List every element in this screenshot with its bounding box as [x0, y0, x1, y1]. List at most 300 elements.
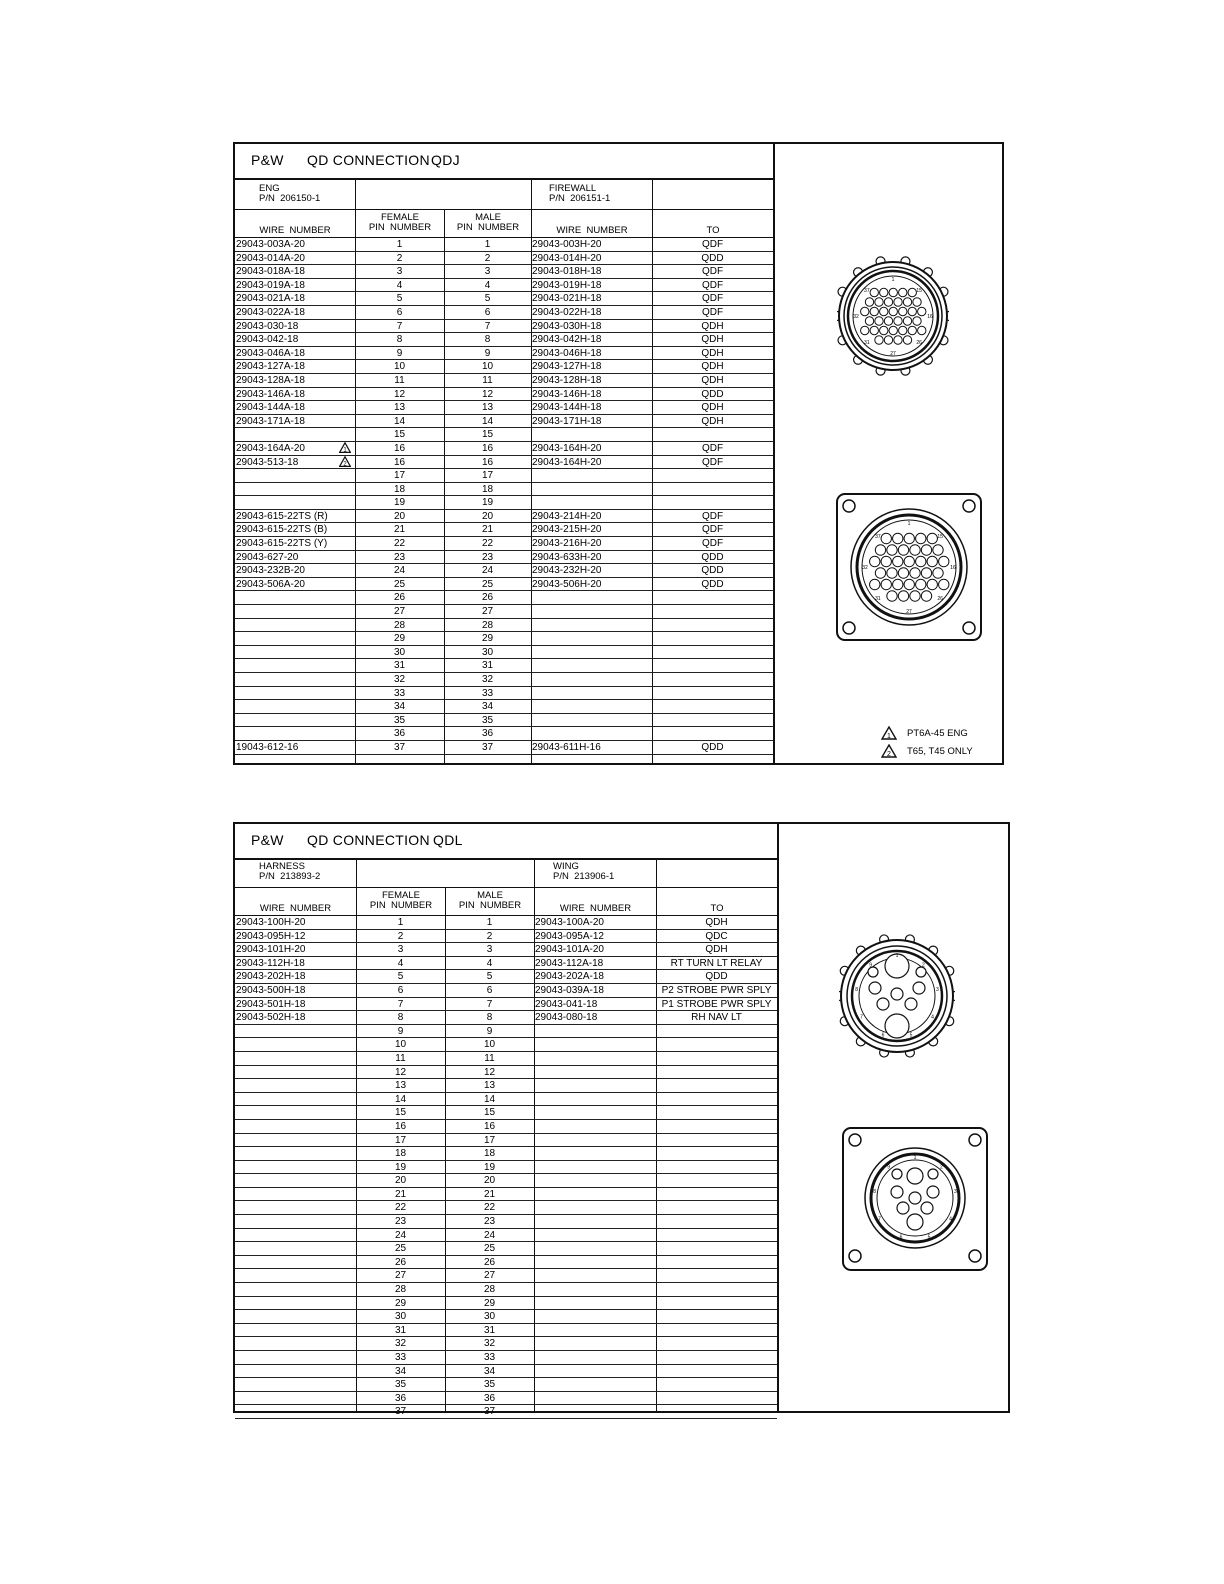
table-row: [235, 1392, 777, 1406]
male-pin-cell: 5: [484, 293, 491, 305]
connector-pin: [884, 317, 892, 325]
wire-number-cell: 29043-101H-20: [236, 944, 306, 956]
table-row: [235, 970, 777, 984]
note-mark: 1: [343, 447, 347, 453]
table-row: [235, 1120, 777, 1134]
female-pin-cell: 31: [394, 1324, 407, 1336]
destination-cell: QDH: [701, 320, 724, 332]
connector-pin: [904, 556, 914, 566]
qdj-left-group-label: ENG: [259, 183, 280, 194]
mating-wire-number-cell: 29043-164H-20: [532, 442, 602, 454]
destination-cell: QDD: [705, 971, 728, 983]
male-pin-cell: 31: [483, 1324, 496, 1336]
female-pin-cell: 8: [396, 334, 403, 346]
male-pin-cell: 16: [481, 442, 494, 454]
mating-wire-number-cell: 29043-146H-18: [532, 388, 602, 400]
pin-label: 3: [935, 986, 939, 993]
qdj-title-code: QDJ: [431, 152, 460, 168]
wire-number-cell: 29043-146A-18: [236, 388, 305, 400]
qdj-col-to: TO: [706, 225, 720, 236]
table-row: [235, 1093, 777, 1107]
female-pin-cell: 32: [394, 1338, 407, 1350]
destination-cell: QDF: [701, 239, 724, 250]
male-pin-cell: 30: [481, 646, 494, 658]
connector-pin: [928, 1169, 938, 1179]
destination-cell: QDD: [701, 578, 724, 590]
destination-cell: QDH: [701, 334, 724, 346]
pin-label: 9: [869, 962, 873, 969]
destination-cell: QDH: [701, 374, 724, 386]
table-row: [235, 1201, 777, 1215]
connector-pin: [910, 568, 920, 578]
qdl-col-to: TO: [710, 903, 724, 914]
male-pin-cell: 19: [483, 1161, 496, 1173]
wire-number-cell: 29043-171A-18: [236, 415, 305, 427]
female-pin-cell: 29: [394, 1297, 407, 1309]
qdl-flange-connector: [841, 1126, 989, 1272]
connector-pin: [910, 545, 920, 555]
mating-wire-number-cell: 29043-633H-20: [532, 551, 602, 563]
table-row: [235, 984, 777, 998]
destination-cell: RT TURN LT RELAY: [670, 957, 763, 969]
male-pin-cell: 9: [484, 347, 491, 359]
mating-wire-number-cell: 29043-003H-20: [532, 239, 602, 250]
female-pin-cell: 22: [393, 538, 406, 550]
female-pin-cell: 18: [394, 1148, 407, 1160]
female-pin-cell: 27: [393, 606, 406, 618]
connector-pin: [887, 568, 897, 578]
pin-label: 31: [864, 340, 870, 347]
qdl-title-bar: [235, 824, 777, 860]
wire-number-cell: 29043-100H-20: [236, 917, 306, 928]
female-pin-cell: 5: [396, 293, 403, 305]
qdj-connector-drawings: [775, 144, 1004, 763]
mating-wire-number-cell: 29043-164H-20: [532, 456, 602, 468]
table-row: [235, 374, 773, 388]
wire-number-cell: 29043-022A-18: [236, 306, 305, 318]
male-pin-cell: 18: [483, 1148, 496, 1160]
table-row: [235, 1351, 777, 1365]
female-pin-cell: 16: [393, 442, 406, 454]
table-row: [235, 551, 773, 565]
wire-number-cell: 29043-144A-18: [236, 402, 305, 414]
note-mark: 2: [343, 461, 347, 467]
wire-number-cell: 29043-615-22TS (B): [236, 524, 328, 536]
female-pin-cell: 25: [394, 1243, 407, 1255]
table-row: [235, 1283, 777, 1297]
connector-pin: [870, 288, 878, 296]
table-row: [235, 1052, 777, 1066]
connector-pin: [865, 317, 873, 325]
connector-pin: [861, 326, 869, 334]
female-pin-cell: 24: [393, 565, 406, 577]
qdl-rows: [235, 916, 777, 1419]
pin-label: 4: [931, 1014, 934, 1021]
male-pin-cell: 25: [481, 578, 494, 590]
mating-wire-number-cell: 29043-022H-18: [532, 306, 602, 318]
table-row: [235, 1011, 777, 1025]
wire-number-cell: 29043-021A-18: [236, 293, 305, 305]
female-pin-cell: 22: [394, 1202, 407, 1214]
connector-pin: [870, 556, 880, 566]
qdj-right-group-pn: P/N 206151-1: [549, 193, 611, 204]
connector-pin: [894, 298, 902, 306]
connector-pin: [908, 326, 916, 334]
qdj-connection-sheet: [233, 142, 1004, 765]
qdl-col-wire-number-2: WIRE NUMBER: [559, 903, 632, 914]
female-pin-cell: 5: [397, 971, 404, 983]
connector-pin: [927, 1186, 939, 1198]
note-mark: 1: [887, 733, 891, 740]
male-pin-cell: 17: [481, 470, 494, 482]
connector-pin: [870, 307, 878, 315]
qdj-left-group-pn: P/N 206150-1: [259, 193, 321, 204]
male-pin-cell: 14: [481, 415, 494, 427]
connector-pin: [916, 556, 926, 566]
connector-pin: [894, 336, 902, 344]
wire-number-cell: 29043-030-18: [236, 320, 299, 332]
table-row: [235, 930, 777, 944]
male-pin-cell: 29: [481, 633, 494, 645]
male-pin-cell: 24: [481, 565, 494, 577]
table-row: [235, 442, 773, 456]
connector-pin: [903, 336, 911, 344]
table-row: [235, 916, 777, 930]
table-row: [235, 564, 773, 578]
connector-pin: [880, 307, 888, 315]
table-row: [235, 1256, 777, 1270]
male-pin-cell: 36: [483, 1392, 496, 1404]
mating-wire-number-cell: 29043-101A-20: [535, 944, 604, 956]
male-pin-cell: 26: [483, 1256, 496, 1268]
female-pin-cell: 20: [394, 1175, 407, 1187]
female-pin-cell: 4: [397, 957, 404, 969]
male-pin-cell: 11: [482, 374, 493, 386]
table-row: [235, 1269, 777, 1283]
wire-number-cell: 29043-128A-18: [236, 374, 305, 386]
female-pin-cell: 1: [396, 239, 403, 250]
male-pin-cell: 33: [481, 687, 494, 699]
qdl-right-group-label: WING: [553, 861, 579, 872]
male-pin-cell: 26: [481, 592, 494, 604]
table-row: [235, 510, 773, 524]
female-pin-cell: 29: [393, 633, 406, 645]
pin-label: 27: [890, 351, 896, 357]
table-row: [235, 659, 773, 673]
table-row: [235, 428, 773, 442]
female-pin-cell: 17: [394, 1134, 407, 1146]
male-pin-cell: 16: [483, 1120, 496, 1132]
female-pin-cell: 17: [393, 470, 406, 482]
qdl-wiring-table: [235, 824, 779, 1418]
mating-wire-number-cell: 29043-046H-18: [532, 347, 602, 359]
male-pin-cell: 32: [483, 1338, 496, 1350]
destination-cell: QDF: [701, 442, 724, 454]
table-row: [235, 687, 773, 701]
connector-pin: [916, 579, 926, 589]
female-pin-cell: 16: [393, 456, 406, 468]
connector-pin: [884, 298, 892, 306]
destination-cell: QDD: [701, 388, 724, 400]
pin-label: 7: [878, 1216, 881, 1223]
destination-cell: QDH: [701, 415, 724, 427]
connector-pin: [875, 317, 883, 325]
female-pin-cell: 28: [393, 619, 406, 631]
table-row: [235, 1147, 777, 1161]
connector-pin: [884, 336, 892, 344]
female-pin-cell: 25: [393, 578, 406, 590]
connector-pin: [913, 982, 925, 994]
table-row: [235, 496, 773, 510]
connector-pin: [904, 533, 914, 543]
male-pin-cell: 30: [483, 1311, 496, 1323]
qdl-left-group-label: HARNESS: [259, 861, 305, 872]
connector-pin: [889, 326, 897, 334]
female-pin-cell: 8: [397, 1012, 404, 1024]
connector-pin: [903, 298, 911, 306]
qdj-note-2: [881, 744, 973, 758]
table-row: [235, 1038, 777, 1052]
male-pin-cell: 31: [481, 660, 494, 672]
table-row: [235, 320, 773, 334]
mating-wire-number-cell: 29043-039A-18: [535, 984, 604, 996]
table-row: [235, 619, 773, 633]
wire-number-cell: 29043-627-20: [236, 551, 299, 563]
pin-label: 37: [875, 533, 881, 540]
connector-pin: [892, 1169, 902, 1179]
wire-number-cell: 29043-500H-18: [236, 984, 306, 996]
male-pin-cell: 13: [481, 402, 494, 414]
female-pin-cell: 6: [397, 984, 404, 996]
male-pin-cell: 16: [481, 456, 494, 468]
connector-pin: [910, 591, 920, 601]
table-row: [235, 1242, 777, 1256]
qdl-right-group-pn: P/N 213906-1: [553, 871, 615, 882]
female-pin-cell: 7: [397, 998, 404, 1010]
table-row: [235, 265, 773, 279]
female-pin-cell: 33: [394, 1352, 407, 1363]
pin-label: 15: [937, 533, 943, 540]
table-row: [235, 591, 773, 605]
female-pin-cell: 7: [396, 320, 403, 332]
destination-cell: QDH: [705, 917, 728, 928]
female-pin-cell: 9: [396, 347, 403, 359]
pin-label: 3: [953, 1188, 957, 1195]
qdl-left-group-pn: P/N 213893-2: [259, 871, 321, 882]
male-pin-cell: 21: [481, 524, 494, 536]
mating-wire-number-cell: 29043-018H-18: [532, 266, 602, 278]
connector-pin: [918, 307, 926, 315]
female-pin-cell: 15: [394, 1107, 407, 1119]
connector-pin: [927, 579, 937, 589]
table-row: [235, 415, 773, 429]
female-pin-cell: 18: [393, 483, 406, 495]
destination-cell: QDC: [705, 930, 728, 942]
qdj-header-divider: [235, 209, 773, 210]
male-pin-cell: 20: [483, 1175, 496, 1187]
male-pin-cell: 32: [481, 674, 494, 685]
mating-wire-number-cell: 29043-202A-18: [535, 971, 604, 983]
male-pin-cell: 23: [481, 551, 494, 563]
qdl-title-code: QDL: [433, 832, 463, 848]
connector-pin: [927, 533, 937, 543]
female-pin-cell: 3: [396, 266, 403, 278]
warning-triangle-icon: [339, 442, 351, 453]
male-pin-cell: 19: [481, 497, 494, 509]
male-pin-cell: 10: [481, 361, 494, 373]
connector-pin: [881, 533, 891, 543]
male-pin-cell: 37: [481, 741, 494, 753]
mating-wire-number-cell: 29043-127H-18: [532, 361, 602, 373]
male-pin-cell: 3: [486, 944, 493, 956]
male-pin-cell: 22: [481, 538, 494, 550]
female-pin-cell: 33: [393, 687, 406, 699]
male-pin-cell: 27: [483, 1270, 496, 1282]
qdl-col-male-pin: MALE PIN NUMBER: [458, 890, 522, 911]
table-row: [235, 1188, 777, 1202]
table-row: [235, 632, 773, 646]
female-pin-cell: 10: [393, 361, 406, 373]
pin-label: 1: [913, 1155, 917, 1161]
table-row: [235, 1405, 777, 1419]
destination-cell: QDF: [701, 293, 724, 305]
male-pin-cell: 35: [481, 714, 494, 726]
table-row: [235, 1337, 777, 1351]
wire-number-cell: 29043-018A-18: [236, 266, 305, 278]
connector-pin: [891, 1186, 903, 1198]
qdl-col-wire-number: WIRE NUMBER: [259, 903, 332, 914]
female-pin-cell: 31: [393, 660, 406, 672]
female-pin-cell: 37: [393, 741, 406, 753]
destination-cell: QDD: [701, 565, 724, 577]
table-row: [235, 700, 773, 714]
male-pin-cell: 35: [483, 1379, 496, 1391]
female-pin-cell: 30: [394, 1311, 407, 1323]
connector-pin: [870, 326, 878, 334]
wire-number-cell: 29043-615-22TS (Y): [236, 538, 328, 550]
table-row: [235, 998, 777, 1012]
destination-cell: P2 STROBE PWR SPLY: [661, 984, 772, 996]
pin-label: 8: [873, 1188, 877, 1195]
wire-number-cell: 29043-046A-18: [236, 347, 305, 359]
pin-label: 27: [906, 609, 912, 615]
pin-label: 26: [937, 596, 943, 603]
qdj-title-bar: [235, 144, 773, 180]
male-pin-cell: 24: [483, 1229, 496, 1241]
female-pin-cell: 21: [394, 1188, 407, 1200]
connector-pin: [889, 288, 897, 296]
table-row: [235, 578, 773, 592]
connector-pin: [893, 579, 903, 589]
table-row: [235, 741, 773, 755]
table-row: [235, 388, 773, 402]
male-pin-cell: 8: [484, 334, 491, 346]
table-row: [235, 1365, 777, 1379]
mating-wire-number-cell: 29043-019H-18: [532, 279, 602, 291]
wire-number-cell: 29043-232B-20: [236, 565, 305, 577]
connector-pin: [908, 307, 916, 315]
connector-pin: [916, 533, 926, 543]
male-pin-cell: 11: [484, 1052, 495, 1064]
connector-pin: [865, 298, 873, 306]
warning-triangle-icon: [339, 456, 351, 467]
male-pin-cell: 12: [481, 388, 494, 400]
connector-pin: [893, 533, 903, 543]
pin-label: 16: [950, 565, 956, 571]
mating-wire-number-cell: 29043-128H-18: [532, 374, 602, 386]
qdj-title-brand: P&W: [251, 152, 284, 168]
wire-number-cell: 29043-164A-20: [236, 442, 305, 454]
qdj-round-connector: [837, 252, 949, 394]
connector-pin: [891, 988, 903, 1000]
mating-wire-number-cell: 29043-030H-18: [532, 320, 602, 332]
female-pin-cell: 10: [394, 1039, 407, 1051]
warning-triangle-icon: [881, 744, 897, 758]
table-row: [235, 673, 773, 687]
male-pin-cell: 4: [486, 957, 493, 969]
pin-label: 15: [916, 287, 922, 294]
table-row: [235, 1378, 777, 1392]
male-pin-cell: 28: [481, 619, 494, 631]
table-row: [235, 483, 773, 497]
female-pin-cell: 6: [396, 306, 403, 318]
female-pin-cell: 2: [396, 252, 403, 264]
qdj-rows: [235, 238, 773, 755]
mating-wire-number-cell: 29043-041-18: [535, 998, 598, 1010]
male-pin-cell: 15: [481, 429, 494, 441]
table-row: [235, 292, 773, 306]
table-row: [235, 306, 773, 320]
female-pin-cell: 9: [397, 1025, 404, 1037]
table-row: [235, 347, 773, 361]
connector-pin: [899, 326, 907, 334]
mating-wire-number-cell: 29043-014H-20: [532, 252, 602, 264]
female-pin-cell: 26: [393, 592, 406, 604]
pin-label: 2: [921, 962, 925, 969]
female-pin-cell: 13: [394, 1080, 407, 1092]
female-pin-cell: 1: [397, 917, 404, 928]
female-pin-cell: 28: [394, 1284, 407, 1296]
table-row: [235, 943, 777, 957]
pin-label: 8: [855, 986, 859, 993]
table-row: [235, 523, 773, 537]
connector-pin: [907, 1214, 923, 1230]
destination-cell: QDH: [701, 361, 724, 373]
female-pin-cell: 34: [394, 1365, 407, 1377]
pin-label: 1: [891, 277, 895, 283]
connector-pin: [869, 982, 881, 994]
connector-pin: [875, 568, 885, 578]
connector-pin: [877, 998, 889, 1010]
male-pin-cell: 34: [481, 701, 494, 713]
connector-pin: [918, 326, 926, 334]
wire-number-cell: 29043-014A-20: [236, 252, 305, 264]
pin-label: 7: [860, 1014, 863, 1021]
connector-pin: [921, 545, 931, 555]
wire-number-cell: 29043-042-18: [236, 334, 299, 346]
connector-pin: [939, 556, 949, 566]
female-pin-cell: 37: [394, 1406, 407, 1418]
connector-pin: [889, 307, 897, 315]
connector-pin: [881, 579, 891, 589]
female-pin-cell: 32: [393, 674, 406, 685]
male-pin-cell: 37: [483, 1406, 496, 1418]
connector-pin: [897, 1202, 909, 1214]
wire-number-cell: 29043-501H-18: [236, 998, 306, 1010]
female-pin-cell: 23: [394, 1216, 407, 1228]
male-pin-cell: 34: [483, 1365, 496, 1377]
female-pin-cell: 27: [394, 1270, 407, 1282]
